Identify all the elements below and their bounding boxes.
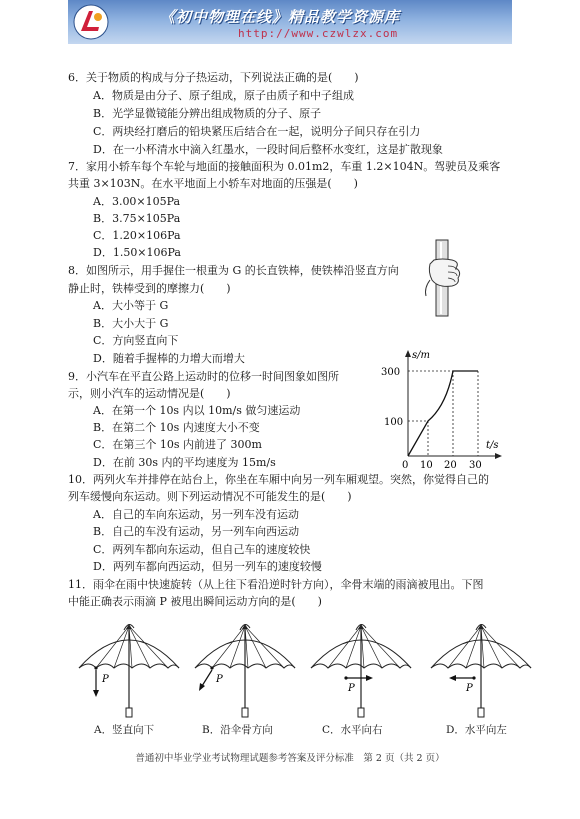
graph-ylabel: s/m	[412, 350, 430, 361]
umbrella-b-figure	[190, 620, 300, 720]
q10-stem-1: 10．两列火车并排停在站台上，你坐在车厢中向另一列车厢观望。突然，你觉得自己的	[68, 473, 489, 486]
graph-ytick-100: 100	[384, 417, 404, 428]
q7-stem-1: 7．家用小轿车每个车轮与地面的接触面积为 0.01m2，车重 1.2×104N。驾驶员及乘客	[68, 160, 501, 173]
q10-option-d: D．两列车都向西运动，但另一列车的速度较慢	[93, 560, 322, 573]
umbrella-a-point: P	[102, 674, 109, 685]
umbrella-c-point: P	[348, 683, 355, 694]
q9-stem-1: 9．小汽车在平直公路上运动时的位移一时间图象如图所	[68, 370, 339, 383]
q9-option-a: A．在第一个 10s 内以 10m/s 做匀速运动	[93, 404, 301, 417]
umbrella-c-figure	[306, 620, 416, 720]
header-url: http://www.czwlzx.com	[238, 27, 399, 40]
graph-xtick-10: 10	[420, 460, 433, 471]
umbrella-b-point: P	[216, 674, 223, 685]
q8-option-c: C．方向竖直向下	[93, 334, 179, 347]
q10-option-c: C．两列车都向东运动，但自己车的速度较快	[93, 543, 311, 556]
q6-stem: 6．关于物质的构成与分子热运动，下列说法正确的是( )	[68, 71, 359, 84]
umbrella-c-label: C．水平向右	[322, 724, 383, 736]
graph-x-axis-arrow	[495, 453, 502, 459]
graph-xtick-0: 0	[402, 460, 409, 471]
q7-option-b: B．3.75×105Pa	[93, 212, 181, 225]
q6-option-d: D．在一小杯清水中滴入红墨水，一段时间后整杯水变红，这是扩散现象	[93, 143, 443, 156]
q6-option-b: B．光学显微镜能分辨出组成物质的分子、原子	[93, 107, 322, 120]
q11-stem-1: 11．雨伞在雨中快速旋转（从上往下看沿逆时针方向），伞骨末端的雨滴被甩出。下图	[68, 578, 484, 591]
hand-holding-rod-figure	[422, 238, 472, 318]
umbrella-a-label: A．竖直向下	[94, 724, 155, 736]
q9-option-b: B．在第二个 10s 内速度大小不变	[93, 421, 260, 434]
q8-option-b: B．大小大于 G	[93, 317, 169, 330]
q6-option-a: A．物质是由分子、原子组成，原子由质子和中子组成	[93, 89, 354, 102]
umbrella-b-label: B．沿伞骨方向	[202, 724, 273, 736]
graph-ytick-300: 300	[381, 367, 401, 378]
q9-option-d: D．在前 30s 内的平均速度为 15m/s	[93, 456, 276, 469]
graph-curve	[408, 371, 478, 456]
q8-stem-1: 8．如图所示，用手握住一根重为 G 的长直铁棒，使铁棒沿竖直方向	[68, 264, 399, 277]
displacement-time-graph	[376, 346, 506, 471]
q8-option-a: A．大小等于 G	[93, 299, 169, 312]
umbrella-d-figure	[426, 620, 536, 720]
graph-xtick-20: 20	[444, 460, 457, 471]
q7-stem-2: 共重 3×103N。在水平地面上小轿车对地面的压强是( )	[68, 177, 358, 190]
header-title: 《初中物理在线》精品教学资源库	[160, 8, 401, 26]
q9-stem-2: 示，则小汽车的运动情况是( )	[68, 387, 231, 400]
q10-option-a: A．自己的车向东运动，另一列车没有运动	[93, 508, 299, 521]
umbrella-d-point: P	[466, 683, 473, 694]
q10-stem-2: 列车缓慢向东运动。则下列运动情况不可能发生的是( )	[68, 490, 352, 503]
q7-option-d: D．1.50×106Pa	[93, 246, 181, 259]
graph-y-axis-arrow	[405, 350, 411, 357]
umbrella-d-label: D．水平向左	[446, 724, 507, 736]
umbrella-a-figure	[74, 620, 184, 720]
q8-stem-2: 静止时，铁棒受到的摩擦力( )	[68, 282, 231, 295]
graph-xlabel: t/s	[486, 440, 499, 451]
q7-option-c: C．1.20×106Pa	[93, 229, 181, 242]
page-footer: 普通初中毕业学业考试物理试题参考答案及评分标准 第 2 页（共 2 页）	[135, 753, 445, 764]
q10-option-b: B．自己的车没有运动，另一列车向西运动	[93, 525, 300, 538]
q6-option-c: C．两块经打磨后的铅块紧压后结合在一起，说明分子间只存在引力	[93, 125, 421, 138]
q7-option-a: A．3.00×105Pa	[93, 195, 181, 208]
q11-stem-2: 中能正确表示雨滴 P 被甩出瞬间运动方向的是( )	[68, 595, 322, 608]
q9-option-c: C．在第三个 10s 内前进了 300m	[93, 438, 262, 451]
graph-xtick-30: 30	[469, 460, 482, 471]
q8-option-d: D．随着手握棒的力增大而增大	[93, 352, 245, 365]
